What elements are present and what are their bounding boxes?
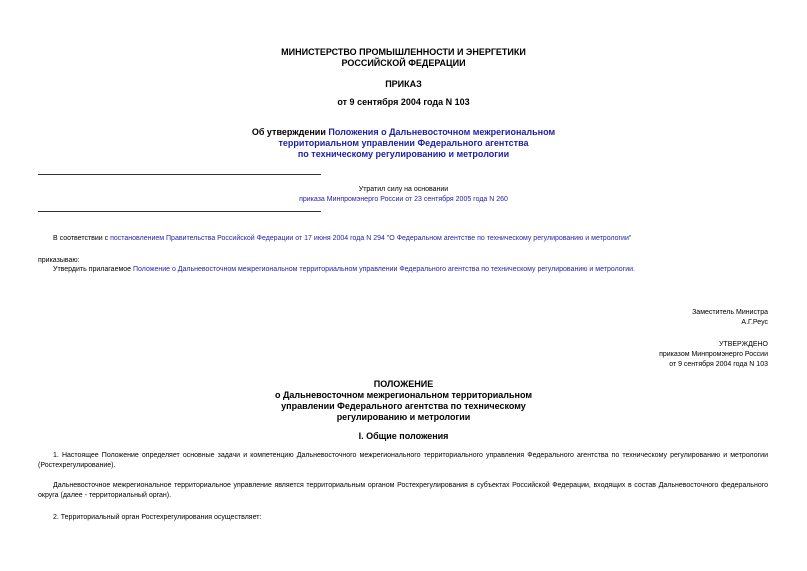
paragraph-3: 2. Территориальный орган Ростехрегулирования осуществляет: — [53, 514, 262, 521]
order-word: приказываю: — [38, 257, 80, 264]
divider-bottom — [38, 211, 321, 212]
section-title: I. Общие положения — [358, 431, 449, 441]
signature-name: А.Г.Реус — [741, 319, 768, 326]
status-text: Утратил силу на основании — [358, 186, 449, 193]
regulation-title: ПОЛОЖЕНИЕ — [373, 379, 434, 389]
basis-paragraph — [53, 234, 631, 243]
subject-link-part1[interactable]: Положения о Дальневосточном межрегиональном — [328, 127, 556, 137]
document-type: ПРИКАЗ — [385, 79, 422, 89]
regulation-subtitle-line1: о Дальневосточном межрегиональном территориальном — [274, 390, 533, 400]
regulation-subtitle-line3: регулированию и метрологии — [336, 412, 471, 422]
signature-position: Заместитель Министра — [692, 309, 768, 316]
paragraph-1: 1. Настоящее Положение определяет основные задачи и компетенцию Дальневосточного межрегионального территориального управления Федерального агентства по техническому регулированию и метрологии (Ростехрегулирование). — [38, 452, 768, 469]
divider-top — [38, 174, 321, 175]
approve-paragraph — [53, 265, 635, 274]
regulation-subtitle-line2: управлении Федерального агентства по техническому — [281, 401, 526, 411]
status-link[interactable]: приказа Минпромэнерго России от 23 сентября 2005 года N 260 — [299, 196, 508, 203]
subject-prefix: Об утверждении — [251, 127, 329, 137]
approve-prefix: Утвердить прилагаемое — [53, 266, 134, 273]
basis-prefix: В соответствии с — [53, 235, 111, 242]
subject-line1 — [0, 127, 807, 138]
ministry-name-line1: МИНИСТЕРСТВО ПРОМЫШЛЕННОСТИ И ЭНЕРГЕТИКИ — [281, 47, 526, 57]
approval-line3: от 9 сентября 2004 года N 103 — [669, 361, 768, 368]
approve-link[interactable]: Положение о Дальневосточном межрегиональном территориальном управлении Федерального агентства по техническому регулированию и метрологии. — [133, 266, 635, 273]
approval-line1: УТВЕРЖДЕНО — [718, 341, 768, 348]
approval-line2: приказом Минпромэнерго России — [659, 351, 768, 358]
paragraph-2: Дальневосточное межрегиональное территориальное управление является территориальным органом Ростехрегулирования в субъектах Российской Федерации, входящих в состав Дальневосточного федерального округа (далее - территориальный орган). — [38, 482, 768, 499]
document-date: от 9 сентября 2004 года N 103 — [337, 97, 470, 107]
subject-link-part3[interactable]: по техническому регулированию и метрологии — [297, 149, 510, 159]
ministry-name-line2: РОССИЙСКОЙ ФЕДЕРАЦИИ — [341, 58, 466, 68]
subject-link-part2[interactable]: территориальном управлении Федерального агентства — [278, 138, 529, 148]
basis-link[interactable]: постановлением Правительства Российской Федерации от 17 июня 2004 года N 294 "О Федеральном агентстве по техническому регулированию и метрологии" — [110, 235, 632, 242]
